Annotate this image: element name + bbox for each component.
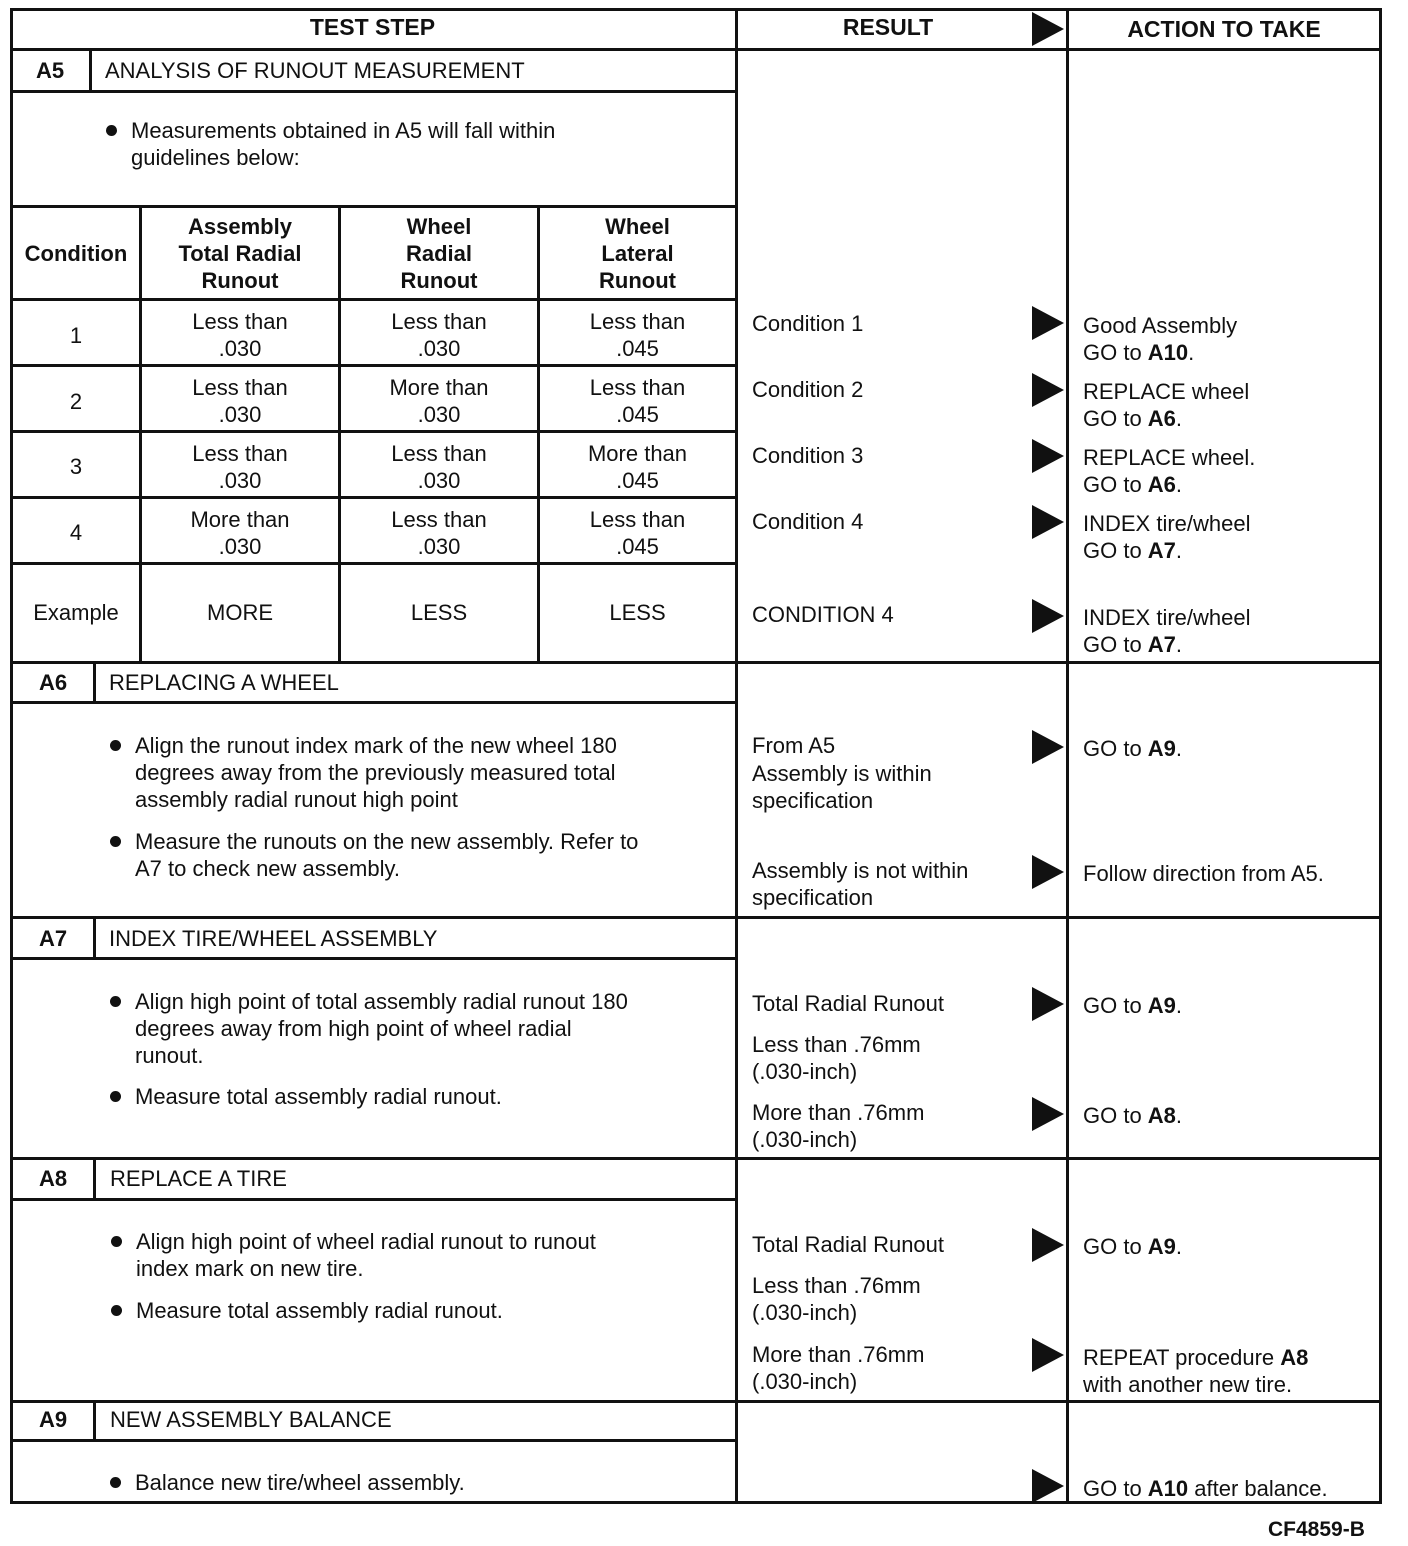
result-condition-3: Condition 3 (752, 443, 864, 468)
a7-bullet-2: Measure total assembly radial runout. (110, 1083, 502, 1110)
arrow-icon (1032, 505, 1064, 539)
a7-action-1: GO to A9. (1083, 993, 1183, 1018)
col-head-condition: Condition (24, 241, 128, 266)
result-condition-2: Condition 2 (752, 377, 864, 402)
arrow-icon (1032, 373, 1064, 407)
arrow-icon (1032, 306, 1064, 340)
a6-action-1: GO to A9. (1083, 736, 1183, 761)
bullet-icon (106, 125, 117, 136)
step-code-a8: A8 (38, 1166, 68, 1191)
action-condition-3: REPLACE wheel. GO to A6. (1083, 445, 1256, 497)
action-condition-2: REPLACE wheel GO to A6. (1083, 379, 1250, 431)
step-code-a7: A7 (38, 926, 68, 951)
a8-action-1: GO to A9. (1083, 1234, 1183, 1259)
step-title-a7: INDEX TIRE/WHEEL ASSEMBLY (109, 926, 438, 951)
bullet-icon (110, 996, 121, 1007)
arrow-icon (1032, 1228, 1064, 1262)
figure-code: CF4859-B (1268, 1518, 1365, 1541)
action-example: INDEX tire/wheel GO to A7. (1083, 605, 1251, 657)
arrow-icon (1032, 855, 1064, 889)
arrow-icon (1032, 439, 1064, 473)
action-condition-1: Good Assembly GO to A10. (1083, 313, 1238, 365)
a8-bullet-2: Measure total assembly radial runout. (111, 1297, 503, 1324)
result-example: CONDITION 4 (752, 602, 894, 627)
bullet-icon (110, 1477, 121, 1488)
a5-note-line2: guidelines below: (131, 145, 300, 170)
arrow-icon (1032, 730, 1064, 764)
header-test-step: TEST STEP (309, 14, 436, 40)
bullet-icon (111, 1305, 122, 1316)
arrow-icon (1032, 599, 1064, 633)
arrow-icon (1032, 12, 1064, 46)
result-condition-4: Condition 4 (752, 509, 864, 534)
a7-action-2: GO to A8. (1083, 1103, 1183, 1128)
a5-note: Measurements obtained in A5 will fall within (106, 117, 555, 144)
step-title-a6: REPLACING A WHEEL (109, 670, 339, 695)
a9-action: GO to A10 after balance. (1083, 1476, 1328, 1501)
arrow-icon (1032, 1097, 1064, 1131)
bullet-icon (110, 740, 121, 751)
step-code-a6: A6 (38, 670, 68, 695)
action-condition-4: INDEX tire/wheel GO to A7. (1083, 511, 1251, 563)
step-title-a8: REPLACE A TIRE (110, 1166, 287, 1191)
a7-result-head: Total Radial Runout (752, 991, 945, 1016)
step-title-a9: NEW ASSEMBLY BALANCE (110, 1407, 392, 1432)
arrow-icon (1032, 1469, 1064, 1503)
a8-result-head: Total Radial Runout (752, 1232, 945, 1257)
bullet-icon (110, 1091, 121, 1102)
a8-action-2: REPEAT procedure A8 with another new tire. (1083, 1345, 1309, 1397)
header-result: RESULT (842, 14, 934, 40)
step-code-a5: A5 (35, 58, 65, 83)
arrow-icon (1032, 1338, 1064, 1372)
step-code-a9: A9 (38, 1407, 68, 1432)
bullet-icon (110, 836, 121, 847)
header-action: ACTION TO TAKE (1127, 16, 1321, 42)
bullet-icon (111, 1236, 122, 1247)
a6-action-2: Follow direction from A5. (1083, 861, 1324, 886)
a9-bullet-1: Balance new tire/wheel assembly. (110, 1469, 465, 1496)
step-title-a5: ANALYSIS OF RUNOUT MEASUREMENT (105, 58, 525, 83)
result-condition-1: Condition 1 (752, 311, 864, 336)
arrow-icon (1032, 987, 1064, 1021)
